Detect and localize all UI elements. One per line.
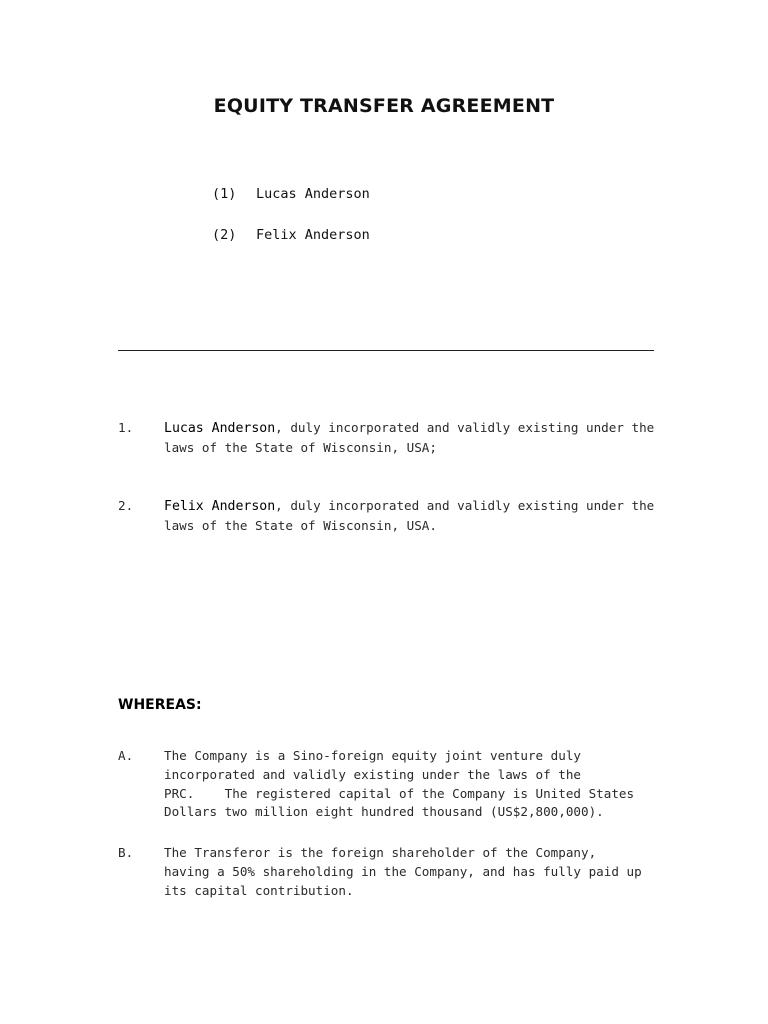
party-name: Felix Anderson bbox=[256, 227, 370, 243]
list-marker: A. bbox=[118, 748, 134, 763]
party-item bbox=[212, 227, 370, 243]
party-detail-item bbox=[118, 497, 658, 536]
party-detail-text bbox=[164, 419, 658, 458]
horizontal-divider bbox=[118, 350, 654, 351]
recital-line: incorporated and validly existing under the laws of the bbox=[164, 766, 582, 782]
party-detail-name: Felix Anderson bbox=[164, 499, 276, 514]
party-detail-name: Lucas Anderson bbox=[164, 421, 276, 436]
list-marker: B. bbox=[118, 845, 134, 860]
party-name: Lucas Anderson bbox=[256, 186, 370, 202]
party-detail-description: , duly incorporated and validly existing under the laws of the State of Wisconsin, USA; bbox=[164, 420, 655, 455]
recital-item bbox=[118, 844, 658, 900]
list-marker: 1. bbox=[118, 420, 134, 435]
party-detail-text bbox=[164, 497, 658, 536]
recital-line: having a 50% shareholding in the Company, and has fully paid up bbox=[164, 863, 642, 879]
recital-text bbox=[164, 844, 658, 900]
party-detail-description: , duly incorporated and validly existing under the laws of the State of Wisconsin, USA. bbox=[164, 498, 655, 533]
party-number: (2) bbox=[212, 227, 237, 243]
recital-line: PRC. The registered capital of the Company is United States bbox=[164, 785, 635, 801]
recital-line: The Transferor is the foreign shareholder of the Company, bbox=[164, 845, 597, 860]
party-detail-item bbox=[118, 419, 658, 458]
recital-text bbox=[164, 747, 658, 822]
document-title: EQUITY TRANSFER AGREEMENT bbox=[213, 95, 555, 117]
recital-line: its capital contribution. bbox=[164, 882, 354, 898]
party-number: (1) bbox=[212, 186, 237, 202]
recital-line: The Company is a Sino-foreign equity joint venture duly bbox=[164, 748, 582, 763]
recital-item bbox=[118, 747, 658, 822]
list-marker: 2. bbox=[118, 498, 134, 513]
recital-line: Dollars two million eight hundred thousand (US$2,800,000). bbox=[164, 804, 604, 820]
party-item bbox=[212, 186, 370, 202]
whereas-heading: WHEREAS: bbox=[118, 697, 202, 713]
